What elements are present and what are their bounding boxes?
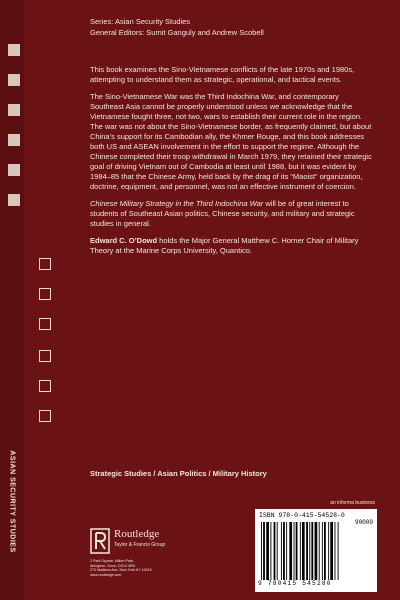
filled-square-1 [8,44,20,56]
price-addon: 90000 [354,519,373,526]
outline-square-6 [39,410,51,422]
filled-square-3 [8,104,20,116]
blurb-paragraph-3 [90,199,372,229]
series-line: Series: Asian Security Studies [90,17,191,26]
filled-square-6 [8,194,20,206]
filled-square-5 [8,164,20,176]
barcode-block [255,500,377,592]
outline-square-1 [39,258,51,270]
publisher-address [90,559,152,577]
publisher-group: Taylor & Francis Group [114,542,166,548]
subject-categories: Strategic Studies / Asian Politics / Military History [90,469,267,478]
blurb [90,65,372,263]
blurb-paragraph-2: The Sino-Vietnamese War was the Third Indochina War, and contemporary Southeast Asia cannot be properly understood unless we acknowledge that the Vietnamese fought three, not two, wars to establish their current role in the region. The war was not about the Sino-Vietnamese border, as frequently claimed, but about China’s support for its Cambodian ally, the Khmer Rouge, and this book addresses both US and ASEAN involvement in the effort to support the regime. Although the Chinese completed their troop withdrawal in March 1979, they retained their strategic goal of driving Vietnam out of Cambodia at least until 1988, but it was evident by 1984–85 that the Chinese Army, held back by the drag of its “Maoist” organization, doctrine, equipment, and personnel, was not an effective instrument of coercion. [90,92,372,191]
blurb-paragraph-3-rest: will be of great interest to students of Southeast Asian politics, Chinese security, and military and strategic studies in general. [90,199,355,228]
filled-square-2 [8,74,20,86]
author-bio-rest: holds the Major General Matthew C. Horner Chair of Military Theory at the Marine Corps University, Quantico. [90,236,359,255]
barcode-icon [261,522,371,580]
isbn-text: ISBN 978-0-415-54528-0 [259,512,345,519]
outline-square-2 [39,288,51,300]
editors-line: General Editors: Sumit Ganguly and Andrew Scobell [90,28,264,37]
routledge-logo-icon [90,528,110,554]
author-bio [90,236,372,256]
address-line: 2 Park Square, Milton Park, [90,559,134,563]
filled-square-4 [8,134,20,146]
publisher-block [90,526,260,596]
outline-square-3 [39,318,51,330]
publisher-name: Routledge [114,528,160,540]
series-info [90,16,264,38]
spine-label [6,420,20,590]
address-line: Abingdon, Oxon, OX14 4RN [90,563,136,568]
address-line: 270 Madison Ave, New York NY 10016 [90,568,152,572]
blurb-paragraph-1: This book examines the Sino-Vietnamese conflicts of the late 1970s and 1980s, attempting to understand them as strategic, operational, and tactical events. [90,65,355,84]
address-line: www.routledge.com [90,572,122,577]
barcode-digits: 9 780415 545280 [258,580,332,587]
outline-square-5 [39,380,51,392]
informa-tagline: an informa business [330,500,375,506]
spine-text: ASIAN SECURITY STUDIES [8,450,16,553]
outline-square-4 [39,350,51,362]
book-title: Chinese Military Strategy in the Third Indochina War [90,199,264,208]
author-name: Edward C. O’Dowd [90,236,158,245]
barcode-panel [255,509,377,592]
